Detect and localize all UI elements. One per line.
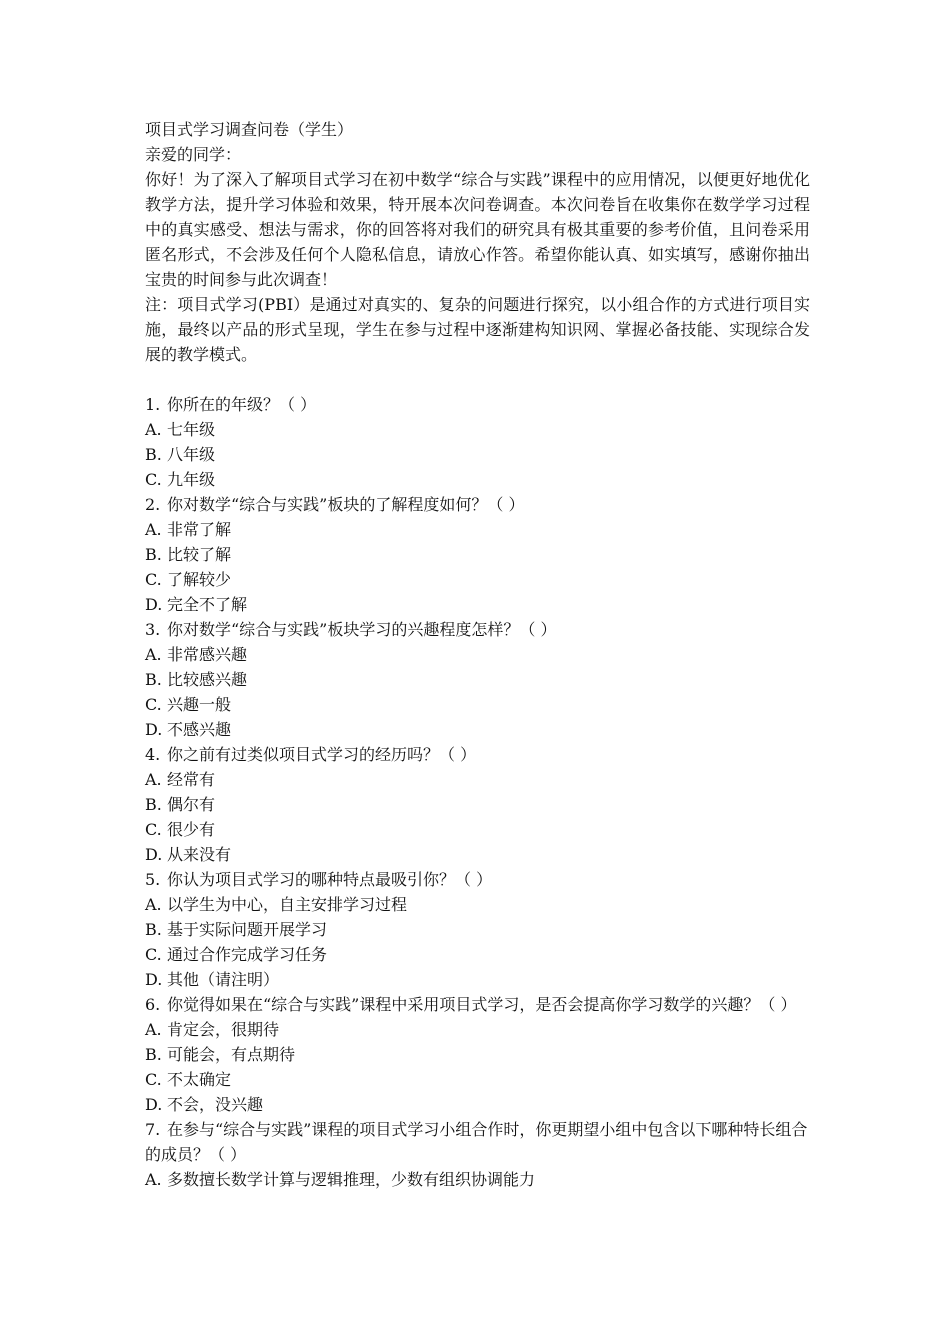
option-letter: B.	[145, 445, 162, 464]
option-item	[145, 967, 810, 992]
option-letter: D.	[145, 845, 163, 864]
option-text: 多数擅长数学计算与逻辑推理，少数有组织协调能力	[167, 1170, 536, 1189]
option-item	[145, 542, 810, 567]
question-5	[145, 867, 810, 892]
option-letter: C.	[145, 695, 162, 714]
question-text: 你对数学“综合与实践”板块学习的兴趣程度怎样？（ ）	[167, 620, 557, 639]
option-item	[145, 1017, 810, 1042]
option-text: 基于实际问题开展学习	[167, 920, 328, 939]
option-item	[145, 692, 810, 717]
option-text: 兴趣一般	[167, 695, 232, 714]
option-item	[145, 442, 810, 467]
spacer	[145, 367, 810, 392]
question-text: 你对数学“综合与实践”板块的了解程度如何？（ ）	[167, 495, 525, 514]
question-number: 7.	[145, 1120, 161, 1139]
option-letter: C.	[145, 570, 162, 589]
option-item	[145, 717, 810, 742]
note-paragraph: 注：项目式学习(PBI）是通过对真实的、复杂的问题进行探究，以小组合作的方式进行项目实施，最终以产品的形式呈现，学生在参与过程中逐渐建构知识网、掌握必备技能、实现综合发展的教学模式。	[145, 295, 810, 364]
document-title: 项目式学习调查问卷（学生）	[145, 120, 354, 139]
option-text: 八年级	[167, 445, 216, 464]
option-text: 了解较少	[167, 570, 232, 589]
question-3	[145, 617, 810, 642]
option-text: 不太确定	[167, 1070, 232, 1089]
option-item	[145, 642, 810, 667]
question-list	[145, 392, 810, 1192]
option-letter: A.	[145, 770, 162, 789]
question-2	[145, 492, 810, 517]
option-text: 从来没有	[167, 845, 232, 864]
option-letter: C.	[145, 820, 162, 839]
question-number: 4.	[145, 745, 161, 764]
question-6	[145, 992, 810, 1017]
option-letter: A.	[145, 895, 162, 914]
option-item	[145, 1067, 810, 1092]
question-1	[145, 392, 810, 417]
option-letter: A.	[145, 645, 162, 664]
option-item	[145, 517, 810, 542]
question-4	[145, 742, 810, 767]
option-letter: B.	[145, 1045, 162, 1064]
option-letter: D.	[145, 1095, 163, 1114]
option-letter: C.	[145, 470, 162, 489]
question-7	[145, 1117, 810, 1167]
option-text: 非常了解	[167, 520, 232, 539]
option-text: 不感兴趣	[167, 720, 232, 739]
option-letter: A.	[145, 420, 162, 439]
option-text: 经常有	[167, 770, 216, 789]
option-letter: A.	[145, 1020, 162, 1039]
option-letter: A.	[145, 520, 162, 539]
question-number: 5.	[145, 870, 161, 889]
option-text: 以学生为中心，自主安排学习过程	[167, 895, 408, 914]
option-letter: B.	[145, 545, 162, 564]
option-text: 通过合作完成学习任务	[167, 945, 328, 964]
option-item	[145, 592, 810, 617]
greeting: 亲爱的同学：	[145, 145, 242, 164]
intro-paragraph: 你好！为了深入了解项目式学习在初中数学“综合与实践”课程中的应用情况，以便更好地优化教学方法，提升学习体验和效果，特开展本次问卷调查。本次问卷旨在收集你在数学学习过程中的真实感受、想法与需求，你的回答将对我们的研究具有极其重要的参考价值，且问卷采用匿名形式，不会涉及任何个人隐私信息，请放心作答。希望你能认真、如实填写，感谢你抽出宝贵的时间参与此次调查！	[145, 170, 810, 289]
question-text: 你之前有过类似项目式学习的经历吗？（ ）	[167, 745, 477, 764]
option-letter: C.	[145, 1070, 162, 1089]
option-text: 九年级	[167, 470, 216, 489]
option-text: 比较感兴趣	[167, 670, 248, 689]
question-text: 你认为项目式学习的哪种特点最吸引你？（ ）	[167, 870, 493, 889]
option-text: 很少有	[167, 820, 216, 839]
option-text: 完全不了解	[167, 595, 248, 614]
question-number: 3.	[145, 620, 161, 639]
question-number: 1.	[145, 395, 161, 414]
option-item	[145, 767, 810, 792]
option-item	[145, 917, 810, 942]
option-text: 可能会，有点期待	[167, 1045, 296, 1064]
option-item	[145, 1092, 810, 1117]
option-letter: A.	[145, 1170, 162, 1189]
question-number: 6.	[145, 995, 161, 1014]
option-letter: D.	[145, 720, 163, 739]
document-page	[145, 117, 810, 1192]
question-text: 你觉得如果在“综合与实践”课程中采用项目式学习，是否会提高你学习数学的兴趣？（ ）	[167, 995, 797, 1014]
option-item	[145, 1167, 810, 1192]
option-text: 偶尔有	[167, 795, 216, 814]
option-item	[145, 567, 810, 592]
option-text: 其他（请注明）	[167, 970, 280, 989]
option-item	[145, 892, 810, 917]
option-item	[145, 942, 810, 967]
option-letter: D.	[145, 970, 163, 989]
question-text: 在参与“综合与实践”课程的项目式学习小组合作时，你更期望小组中包含以下哪种特长组合的成员？（ ）	[145, 1120, 808, 1164]
option-item	[145, 667, 810, 692]
option-text: 非常感兴趣	[167, 645, 248, 664]
option-item	[145, 467, 810, 492]
option-item	[145, 792, 810, 817]
option-letter: B.	[145, 795, 162, 814]
question-number: 2.	[145, 495, 161, 514]
option-text: 七年级	[167, 420, 216, 439]
option-item	[145, 417, 810, 442]
option-text: 肯定会，很期待	[167, 1020, 280, 1039]
option-item	[145, 817, 810, 842]
option-item	[145, 842, 810, 867]
option-item	[145, 1042, 810, 1067]
question-text: 你所在的年级？（ ）	[167, 395, 317, 414]
option-letter: B.	[145, 670, 162, 689]
option-letter: C.	[145, 945, 162, 964]
option-letter: D.	[145, 595, 163, 614]
option-text: 比较了解	[167, 545, 232, 564]
option-text: 不会，没兴趣	[167, 1095, 264, 1114]
option-letter: B.	[145, 920, 162, 939]
